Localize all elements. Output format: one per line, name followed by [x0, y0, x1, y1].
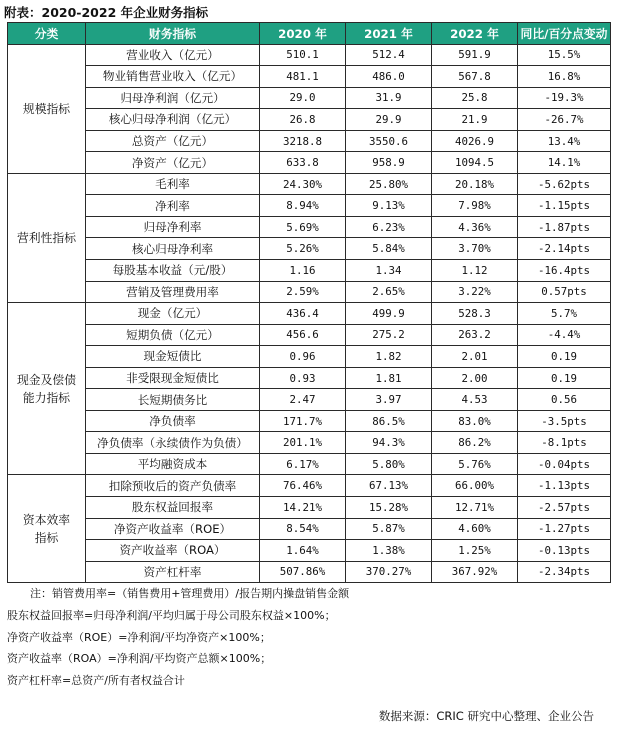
category-cell: 规模指标	[8, 44, 86, 173]
header-2020: 2020 年	[260, 23, 346, 45]
value-cell: 3218.8	[260, 130, 346, 152]
value-cell: 2.65%	[346, 281, 432, 303]
value-cell: 171.7%	[260, 410, 346, 432]
value-cell: 5.80%	[346, 453, 432, 475]
table-row	[8, 497, 611, 519]
indicator-cell: 核心归母净利润（亿元）	[86, 109, 260, 131]
value-cell: 1.12	[432, 260, 518, 282]
value-cell: 15.5%	[518, 44, 611, 66]
value-cell: 6.23%	[346, 216, 432, 238]
value-cell: 67.13%	[346, 475, 432, 497]
header-yoy-change: 同比/百分点变动	[518, 23, 611, 45]
value-cell: 83.0%	[432, 410, 518, 432]
footnote: 资产杠杆率=总资产/所有者权益合计	[7, 674, 185, 688]
header-2022: 2022 年	[432, 23, 518, 45]
value-cell: 86.2%	[432, 432, 518, 454]
table-row	[8, 324, 611, 346]
value-cell: 0.19	[518, 346, 611, 368]
indicator-cell: 现金（亿元）	[86, 303, 260, 325]
indicator-cell: 每股基本收益（元/股）	[86, 260, 260, 282]
value-cell: 499.9	[346, 303, 432, 325]
table-header-row	[8, 23, 611, 45]
indicator-cell: 总资产（亿元）	[86, 130, 260, 152]
value-cell: -2.57pts	[518, 497, 611, 519]
value-cell: 21.9	[432, 109, 518, 131]
value-cell: 1.34	[346, 260, 432, 282]
indicator-cell: 归母净利润（亿元）	[86, 87, 260, 109]
value-cell: -1.27pts	[518, 518, 611, 540]
table-row	[8, 389, 611, 411]
value-cell: 24.30%	[260, 173, 346, 195]
table-row	[8, 475, 611, 497]
value-cell: 13.4%	[518, 130, 611, 152]
value-cell: 25.8	[432, 87, 518, 109]
indicator-cell: 净负债率	[86, 410, 260, 432]
table-row	[8, 303, 611, 325]
indicator-cell: 资产杠杆率	[86, 561, 260, 583]
value-cell: 0.96	[260, 346, 346, 368]
table-row	[8, 109, 611, 131]
table-row	[8, 346, 611, 368]
value-cell: 633.8	[260, 152, 346, 174]
value-cell: -3.5pts	[518, 410, 611, 432]
value-cell: 76.46%	[260, 475, 346, 497]
indicator-cell: 净资产（亿元）	[86, 152, 260, 174]
value-cell: -2.14pts	[518, 238, 611, 260]
indicator-cell: 扣除预收后的资产负债率	[86, 475, 260, 497]
table-row	[8, 561, 611, 583]
value-cell: 8.54%	[260, 518, 346, 540]
indicator-cell: 净利率	[86, 195, 260, 217]
category-cell: 现金及偿债能力指标	[8, 303, 86, 475]
value-cell: 2.01	[432, 346, 518, 368]
table-row	[8, 152, 611, 174]
value-cell: 4.36%	[432, 216, 518, 238]
value-cell: 367.92%	[432, 561, 518, 583]
table-row	[8, 87, 611, 109]
value-cell: 3.22%	[432, 281, 518, 303]
indicator-cell: 净负债率（永续债作为负债）	[86, 432, 260, 454]
indicator-cell: 归母净利率	[86, 216, 260, 238]
value-cell: 8.94%	[260, 195, 346, 217]
value-cell: 3.97	[346, 389, 432, 411]
footnote: 注：销管费用率=（销售费用+管理费用）/报告期内操盘销售金额	[30, 587, 350, 600]
value-cell: 567.8	[432, 66, 518, 88]
value-cell: 14.21%	[260, 497, 346, 519]
table-row	[8, 130, 611, 152]
value-cell: 14.1%	[518, 152, 611, 174]
value-cell: -4.4%	[518, 324, 611, 346]
value-cell: 456.6	[260, 324, 346, 346]
value-cell: 0.57pts	[518, 281, 611, 303]
indicator-cell: 长短期债务比	[86, 389, 260, 411]
table-row	[8, 260, 611, 282]
value-cell: 958.9	[346, 152, 432, 174]
value-cell: 510.1	[260, 44, 346, 66]
value-cell: 20.18%	[432, 173, 518, 195]
value-cell: 2.00	[432, 367, 518, 389]
value-cell: -0.04pts	[518, 453, 611, 475]
value-cell: 16.8%	[518, 66, 611, 88]
table-row	[8, 216, 611, 238]
table-row	[8, 173, 611, 195]
value-cell: 31.9	[346, 87, 432, 109]
value-cell: 1094.5	[432, 152, 518, 174]
table-row	[8, 518, 611, 540]
value-cell: 1.64%	[260, 540, 346, 562]
value-cell: 4.60%	[432, 518, 518, 540]
indicator-cell: 股东权益回报率	[86, 497, 260, 519]
value-cell: 0.56	[518, 389, 611, 411]
value-cell: 5.26%	[260, 238, 346, 260]
value-cell: -5.62pts	[518, 173, 611, 195]
value-cell: 25.80%	[346, 173, 432, 195]
value-cell: 0.93	[260, 367, 346, 389]
category-cell: 资本效率指标	[8, 475, 86, 583]
value-cell: 15.28%	[346, 497, 432, 519]
value-cell: 26.8	[260, 109, 346, 131]
financial-indicators-table	[7, 22, 611, 583]
table-row	[8, 432, 611, 454]
indicator-cell: 资产收益率（ROA）	[86, 540, 260, 562]
value-cell: 436.4	[260, 303, 346, 325]
value-cell: 5.87%	[346, 518, 432, 540]
value-cell: 507.86%	[260, 561, 346, 583]
value-cell: 3550.6	[346, 130, 432, 152]
table-row	[8, 540, 611, 562]
value-cell: -19.3%	[518, 87, 611, 109]
header-2021: 2021 年	[346, 23, 432, 45]
indicator-cell: 平均融资成本	[86, 453, 260, 475]
indicator-cell: 毛利率	[86, 173, 260, 195]
value-cell: 4026.9	[432, 130, 518, 152]
value-cell: 5.69%	[260, 216, 346, 238]
table-row	[8, 238, 611, 260]
value-cell: 1.81	[346, 367, 432, 389]
value-cell: 2.47	[260, 389, 346, 411]
value-cell: 12.71%	[432, 497, 518, 519]
value-cell: 9.13%	[346, 195, 432, 217]
value-cell: -2.34pts	[518, 561, 611, 583]
table-row	[8, 410, 611, 432]
value-cell: 7.98%	[432, 195, 518, 217]
indicator-cell: 非受限现金短债比	[86, 367, 260, 389]
value-cell: -8.1pts	[518, 432, 611, 454]
footnote: 净资产收益率（ROE）=净利润/平均净资产×100%；	[7, 630, 271, 644]
value-cell: 5.7%	[518, 303, 611, 325]
value-cell: 275.2	[346, 324, 432, 346]
category-cell: 营利性指标	[8, 173, 86, 302]
indicator-cell: 净资产收益率（ROE）	[86, 518, 260, 540]
document-title: 附表：2020-2022 年企业财务指标	[4, 5, 209, 20]
indicator-cell: 核心归母净利率	[86, 238, 260, 260]
value-cell: 66.00%	[432, 475, 518, 497]
header-category: 分类	[8, 23, 86, 45]
indicator-cell: 营业收入（亿元）	[86, 44, 260, 66]
value-cell: 5.76%	[432, 453, 518, 475]
value-cell: 5.84%	[346, 238, 432, 260]
indicator-cell: 物业销售营业收入（亿元）	[86, 66, 260, 88]
value-cell: -26.7%	[518, 109, 611, 131]
table-body	[8, 44, 611, 583]
value-cell: 528.3	[432, 303, 518, 325]
value-cell: 591.9	[432, 44, 518, 66]
value-cell: 370.27%	[346, 561, 432, 583]
value-cell: 29.0	[260, 87, 346, 109]
table-row	[8, 195, 611, 217]
value-cell: 201.1%	[260, 432, 346, 454]
value-cell: 94.3%	[346, 432, 432, 454]
value-cell: -1.15pts	[518, 195, 611, 217]
value-cell: -1.87pts	[518, 216, 611, 238]
value-cell: 3.70%	[432, 238, 518, 260]
footnote: 股东权益回报率=归母净利润/平均归属于母公司股东权益×100%；	[7, 608, 336, 622]
value-cell: 512.4	[346, 44, 432, 66]
header-indicator: 财务指标	[86, 23, 260, 45]
table-row	[8, 44, 611, 66]
table-row	[8, 281, 611, 303]
indicator-cell: 现金短债比	[86, 346, 260, 368]
value-cell: 0.19	[518, 367, 611, 389]
value-cell: 29.9	[346, 109, 432, 131]
value-cell: 86.5%	[346, 410, 432, 432]
table-row	[8, 66, 611, 88]
value-cell: 1.82	[346, 346, 432, 368]
indicator-cell: 短期负债（亿元）	[86, 324, 260, 346]
value-cell: -1.13pts	[518, 475, 611, 497]
value-cell: 4.53	[432, 389, 518, 411]
table-row	[8, 453, 611, 475]
value-cell: 486.0	[346, 66, 432, 88]
value-cell: 6.17%	[260, 453, 346, 475]
value-cell: 1.25%	[432, 540, 518, 562]
data-source: 数据来源：CRIC 研究中心整理、企业公告	[378, 709, 594, 723]
value-cell: 1.38%	[346, 540, 432, 562]
value-cell: 1.16	[260, 260, 346, 282]
value-cell: 481.1	[260, 66, 346, 88]
value-cell: -16.4pts	[518, 260, 611, 282]
value-cell: 2.59%	[260, 281, 346, 303]
value-cell: -0.13pts	[518, 540, 611, 562]
value-cell: 263.2	[432, 324, 518, 346]
table-row	[8, 367, 611, 389]
footnotes	[7, 583, 350, 692]
indicator-cell: 营销及管理费用率	[86, 281, 260, 303]
footnote: 资产收益率（ROA）=净利润/平均资产总额×100%；	[7, 652, 272, 666]
